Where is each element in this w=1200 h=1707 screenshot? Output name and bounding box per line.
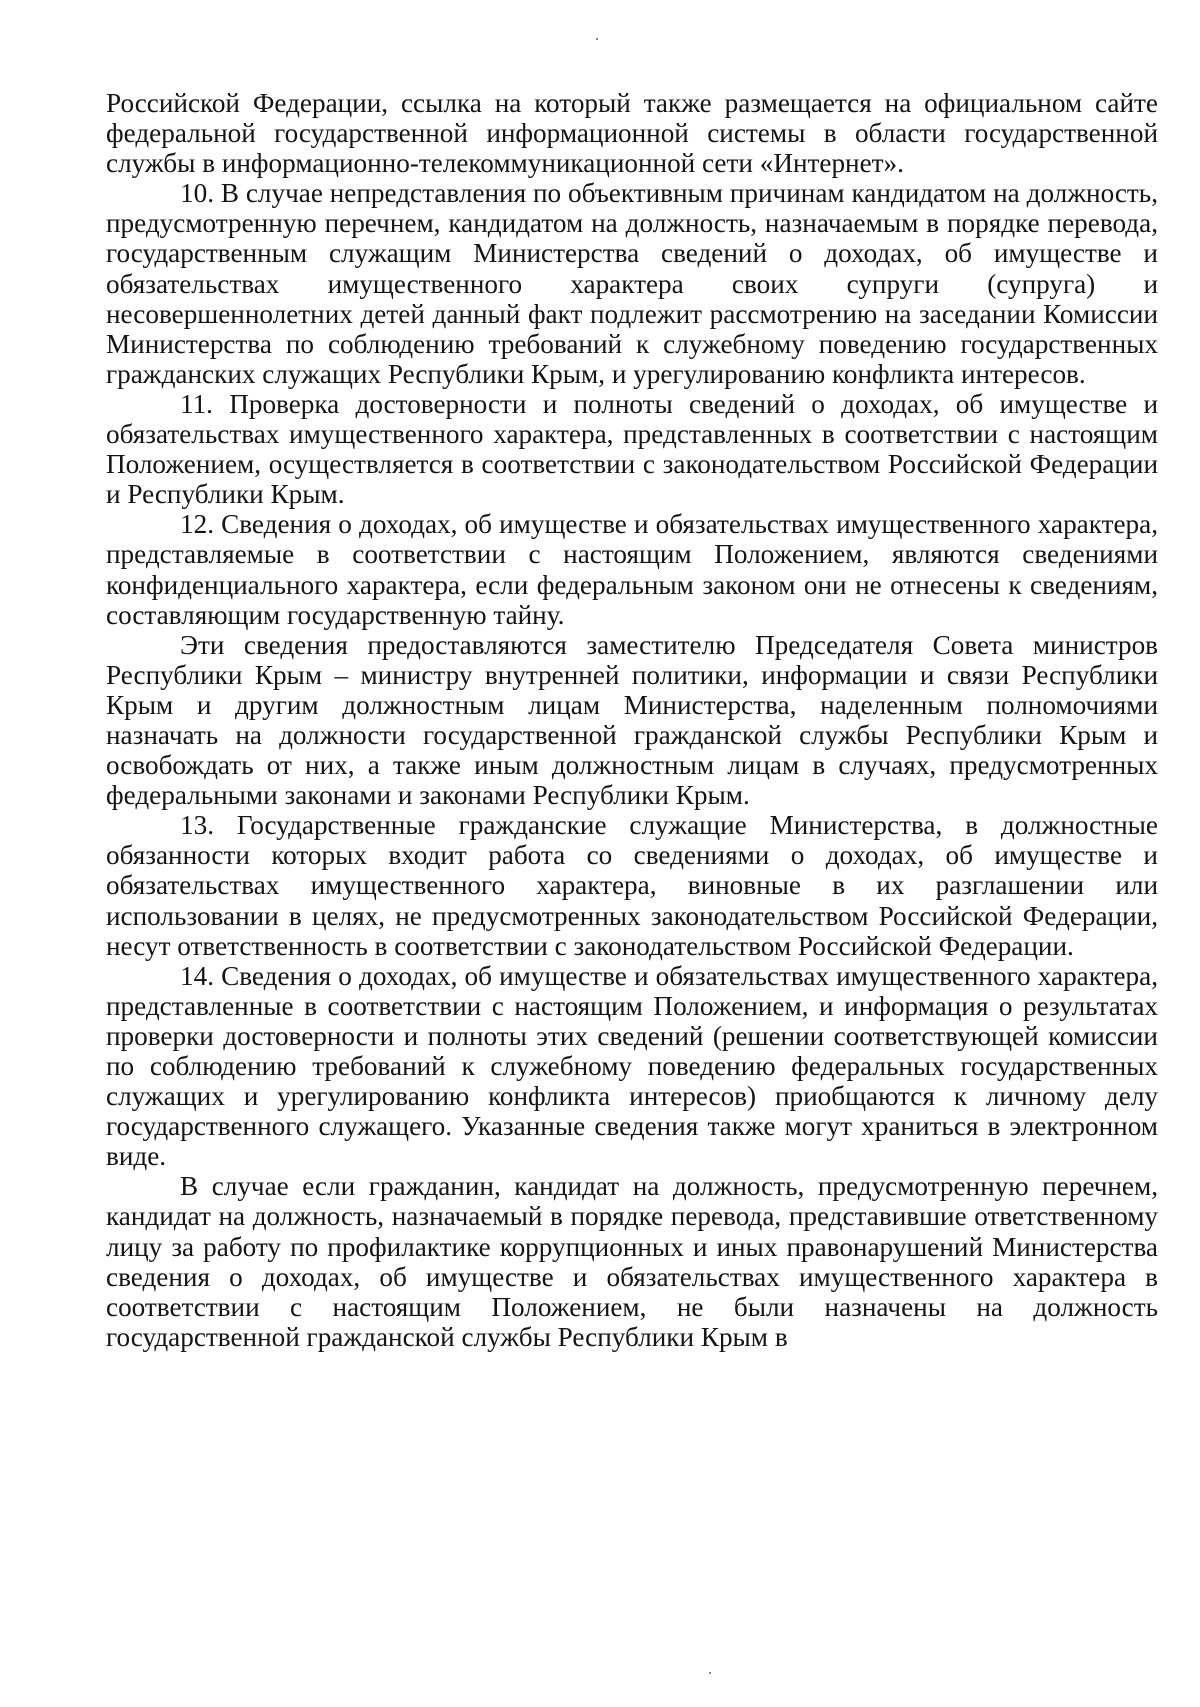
- paragraph-item-14-continued: В случае если гражданин, кандидат на должность, предусмотренную перечнем, кандидат на должность, назначаемый в порядке перевода, представившие ответственному лицу за работу по профилактике коррупционных и иных правонарушений Министерства сведения о доходах, об имуществе и обязательствах имущественного характера в соответствии с настоящим Положением, не были назначены на должность государственной гражданской службы Республики Крым в: [106, 1171, 1158, 1352]
- paragraph-item-12-continued: Эти сведения предоставляются заместителю Председателя Совета министров Республики Крым – министру внутренней политики, информации и связи Республики Крым и другим должностным лицам Министерства, наделенным полномочиями назначать на должности государственной гражданской службы Республики Крым и освобождать от них, а также иным должностным лицам в случаях, предусмотренных федеральными законами и законами Республики Крым.: [106, 629, 1158, 811]
- paragraph-item-10: 10. В случае непредставления по объективным причинам кандидатом на должность, предусмотренную перечнем, кандидатом на должность, назначаемым в порядке перевода, государственным служащим Министерства сведений о доходах, об имуществе и обязательствах имущественного характера своих супруги (супруга) и несовершеннолетних детей данный факт подлежит рассмотрению на заседании Комиссии Министерства по соблюдению требований к служебному поведению государственных гражданских служащих Республики Крым, и урегулированию конфликта интересов.: [106, 178, 1158, 389]
- scan-speck-bottom: [709, 1672, 711, 1674]
- document-page: [106, 88, 1158, 1352]
- paragraph-item-13: 13. Государственные гражданские служащие Министерства, в должностные обязанности которых входит работа со сведениями о доходах, об имуществе и обязательствах имущественного характера, виновные в их разглашении или использовании в целях, не предусмотренных законодательством Российской Федерации, несут ответственность в соответствии с законодательством Российской Федерации.: [106, 810, 1158, 961]
- paragraph-item-12: 12. Сведения о доходах, об имуществе и обязательствах имущественного характера, представляемые в соответствии с настоящим Положением, являются сведениями конфиденциального характера, если федеральным законом они не отнесены к сведениям, составляющим государственную тайну.: [106, 509, 1158, 630]
- scan-speck-top: [596, 38, 598, 40]
- paragraph-item-14: 14. Сведения о доходах, об имуществе и обязательствах имущественного характера, представленные в соответствии с настоящим Положением, и информация о результатах проверки достоверности и полноты этих сведений (решении соответствующей комиссии по соблюдению требований к служебному поведению федеральных государственных служащих и урегулированию конфликта интересов) приобщаются к личному делу государственного служащего. Указанные сведения также могут храниться в электронном виде.: [106, 960, 1158, 1172]
- paragraph-item-11: 11. Проверка достоверности и полноты сведений о доходах, об имуществе и обязательствах имущественного характера, представленных в соответствии с настоящим Положением, осуществляется в соответствии с законодательством Российской Федерации и Республики Крым.: [106, 388, 1158, 510]
- paragraph-continuation: Российской Федерации, ссылка на который также размещается на официальном сайте федеральной государственной информационной системы в области государственной службы в информационно-телекоммуникационной сети «Интернет».: [106, 88, 1158, 179]
